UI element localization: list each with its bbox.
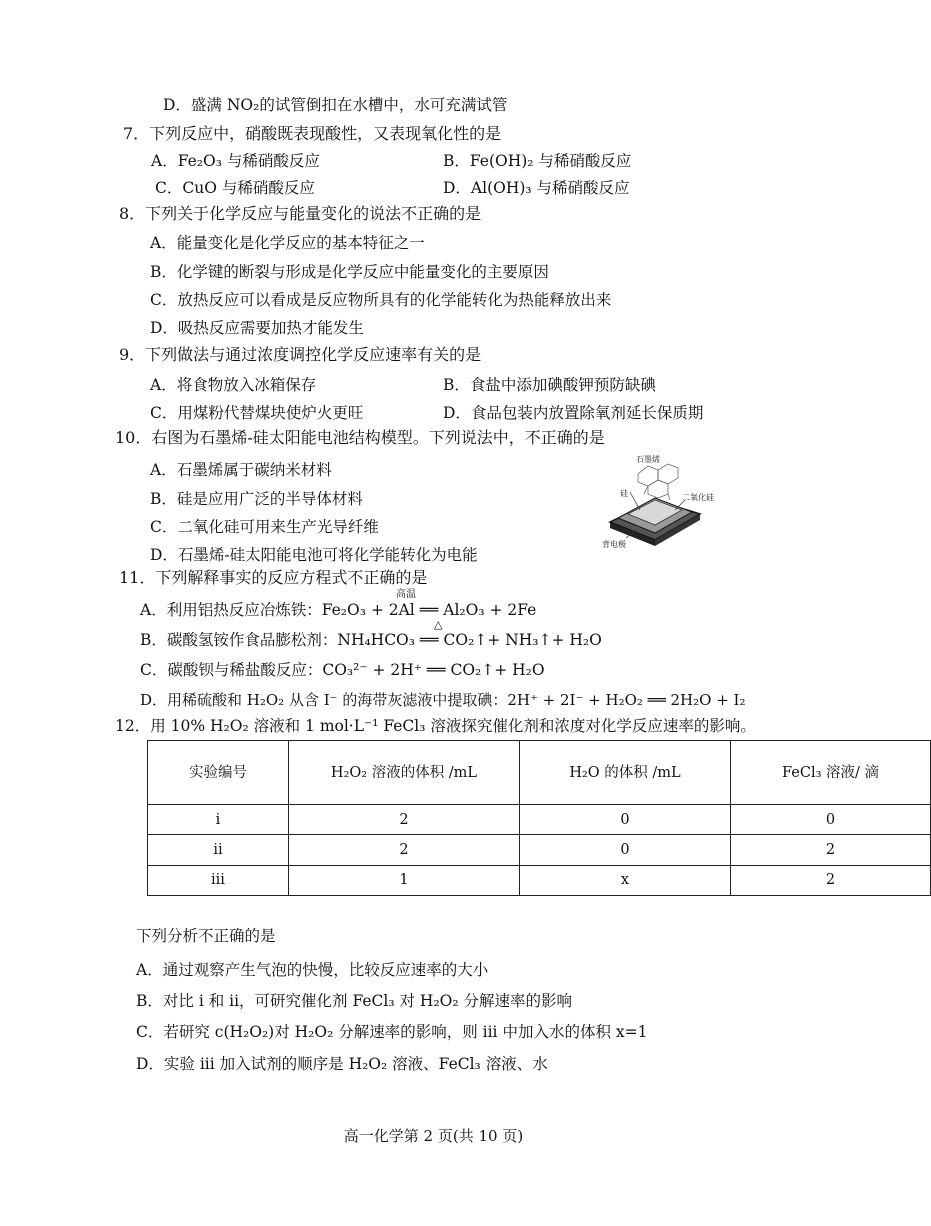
table-cell: i [148,805,289,835]
option-q10-b: B．硅是应用广泛的半导体材料 [150,490,363,508]
table-row [148,865,931,895]
question-8: 8．下列关于化学反应与能量变化的说法不正确的是 [119,204,482,223]
experiment-table [147,740,931,896]
option-q10-d: D．石墨烯-硅太阳能电池可将化学能转化为电能 [150,546,478,564]
option-q9-d: D．食品包装内放置除氧剂延长保质期 [443,404,704,422]
table-cell: 2 [731,865,931,895]
option-q9-a: A．将食物放入冰箱保存 [150,376,317,394]
option-q12-c: C．若研究 c(H₂O₂)对 H₂O₂ 分解速率的影响，则 iii 中加入水的体积 x=1 [136,1023,648,1041]
option-q8-a: A．能量变化是化学反应的基本特征之一 [150,234,425,252]
table-cell: iii [148,865,289,895]
option-q12-a: A．通过观察产生气泡的快慢，比较反应速率的大小 [136,961,489,979]
sio2-label: 二氧化硅 [682,493,714,502]
silicon-label: 硅 [620,489,628,498]
table-cell: ii [148,835,289,865]
question-12: 12．用 10% H₂O₂ 溶液和 1 mol·L⁻¹ FeCl₃ 溶液探究催化剂和浓度对化学反应速率的影响。 [115,717,756,735]
option-q10-a: A．石墨烯属于碳纳米材料 [150,461,332,479]
table-cell: 2 [289,835,520,865]
reaction-condition-heat: △ [434,618,443,631]
option-q8-d: D．吸热反应需要加热才能发生 [150,319,364,337]
table-cell: 2 [731,835,931,865]
option-q7-d: D．Al(OH)₃ 与稀硝酸反应 [443,179,630,197]
table-header-cell: FeCl₃ 溶液/ 滴 [731,741,931,805]
table-header-cell: 实验编号 [148,741,289,805]
option-q11-b: B．碳酸氢铵作食品膨松剂：NH₄HCO₃ ══ CO₂↑+ NH₃↑+ H₂O [140,631,602,649]
option-q11-d: D．用稀硫酸和 H₂O₂ 从含 I⁻ 的海带灰滤液中提取碘：2H⁺ + 2I⁻ + H₂O₂ ══ 2H₂O + I₂ [140,691,746,709]
option-q8-c: C．放热反应可以看成是反应物所具有的化学能转化为热能释放出来 [150,291,612,309]
option-q8-b: B．化学键的断裂与形成是化学反应中能量变化的主要原因 [150,263,549,281]
table-header-cell: H₂O₂ 溶液的体积 /mL [289,741,520,805]
option-q11-a: A．利用铝热反应冶炼铁：Fe₂O₃ + 2Al ══ Al₂O₃ + 2Fe [140,601,537,619]
question-9: 9．下列做法与通过浓度调控化学反应速率有关的是 [119,345,482,364]
option-q9-b: B．食盐中添加碘酸钾预防缺碘 [443,376,656,394]
graphene-lattice [638,464,678,500]
table-cell: 0 [731,805,931,835]
option-q9-c: C．用煤粉代替煤块使炉火更旺 [150,404,364,422]
graphene-label: 石墨烯 [636,455,660,464]
page-footer: 高一化学第 2 页(共 10 页) [343,1127,524,1145]
question-11: 11．下列解释事实的反应方程式不正确的是 [119,568,428,587]
table-cell: 2 [289,805,520,835]
reaction-condition-high-temp: 高温 [396,589,416,600]
option-q7-a: A．Fe₂O₃ 与稀硝酸反应 [151,152,320,170]
option-q6-d: D．盛满 NO₂的试管倒扣在水槽中，水可充满试管 [163,96,508,114]
table-header-row [148,741,931,805]
back-electrode-label: 背电极 [602,540,626,549]
table-row [148,835,931,865]
solar-cell-diagram [600,452,714,552]
table-cell: x [520,865,731,895]
analysis-prompt: 下列分析不正确的是 [136,927,276,945]
option-q12-d: D．实验 iii 加入试剂的顺序是 H₂O₂ 溶液、FeCl₃ 溶液、水 [136,1055,548,1073]
option-q7-b: B．Fe(OH)₂ 与稀硝酸反应 [443,152,632,170]
option-q11-c: C．碳酸钡与稀盐酸反应：CO₃²⁻ + 2H⁺ ══ CO₂↑+ H₂O [140,661,545,679]
option-q12-b: B．对比 i 和 ii，可研究催化剂 FeCl₃ 对 H₂O₂ 分解速率的影响 [136,992,573,1010]
question-10: 10．右图为石墨烯-硅太阳能电池结构模型。下列说法中，不正确的是 [115,428,605,447]
table-cell: 1 [289,865,520,895]
table-cell: 0 [520,805,731,835]
table-row [148,805,931,835]
table-header-cell: H₂O 的体积 /mL [520,741,731,805]
solar-cell-figure [600,452,714,552]
option-q10-c: C．二氧化硅可用来生产光导纤维 [150,518,379,536]
table-cell: 0 [520,835,731,865]
question-7: 7．下列反应中，硝酸既表现酸性，又表现氧化性的是 [123,124,502,143]
option-q7-c: C．CuO 与稀硝酸反应 [155,179,315,197]
